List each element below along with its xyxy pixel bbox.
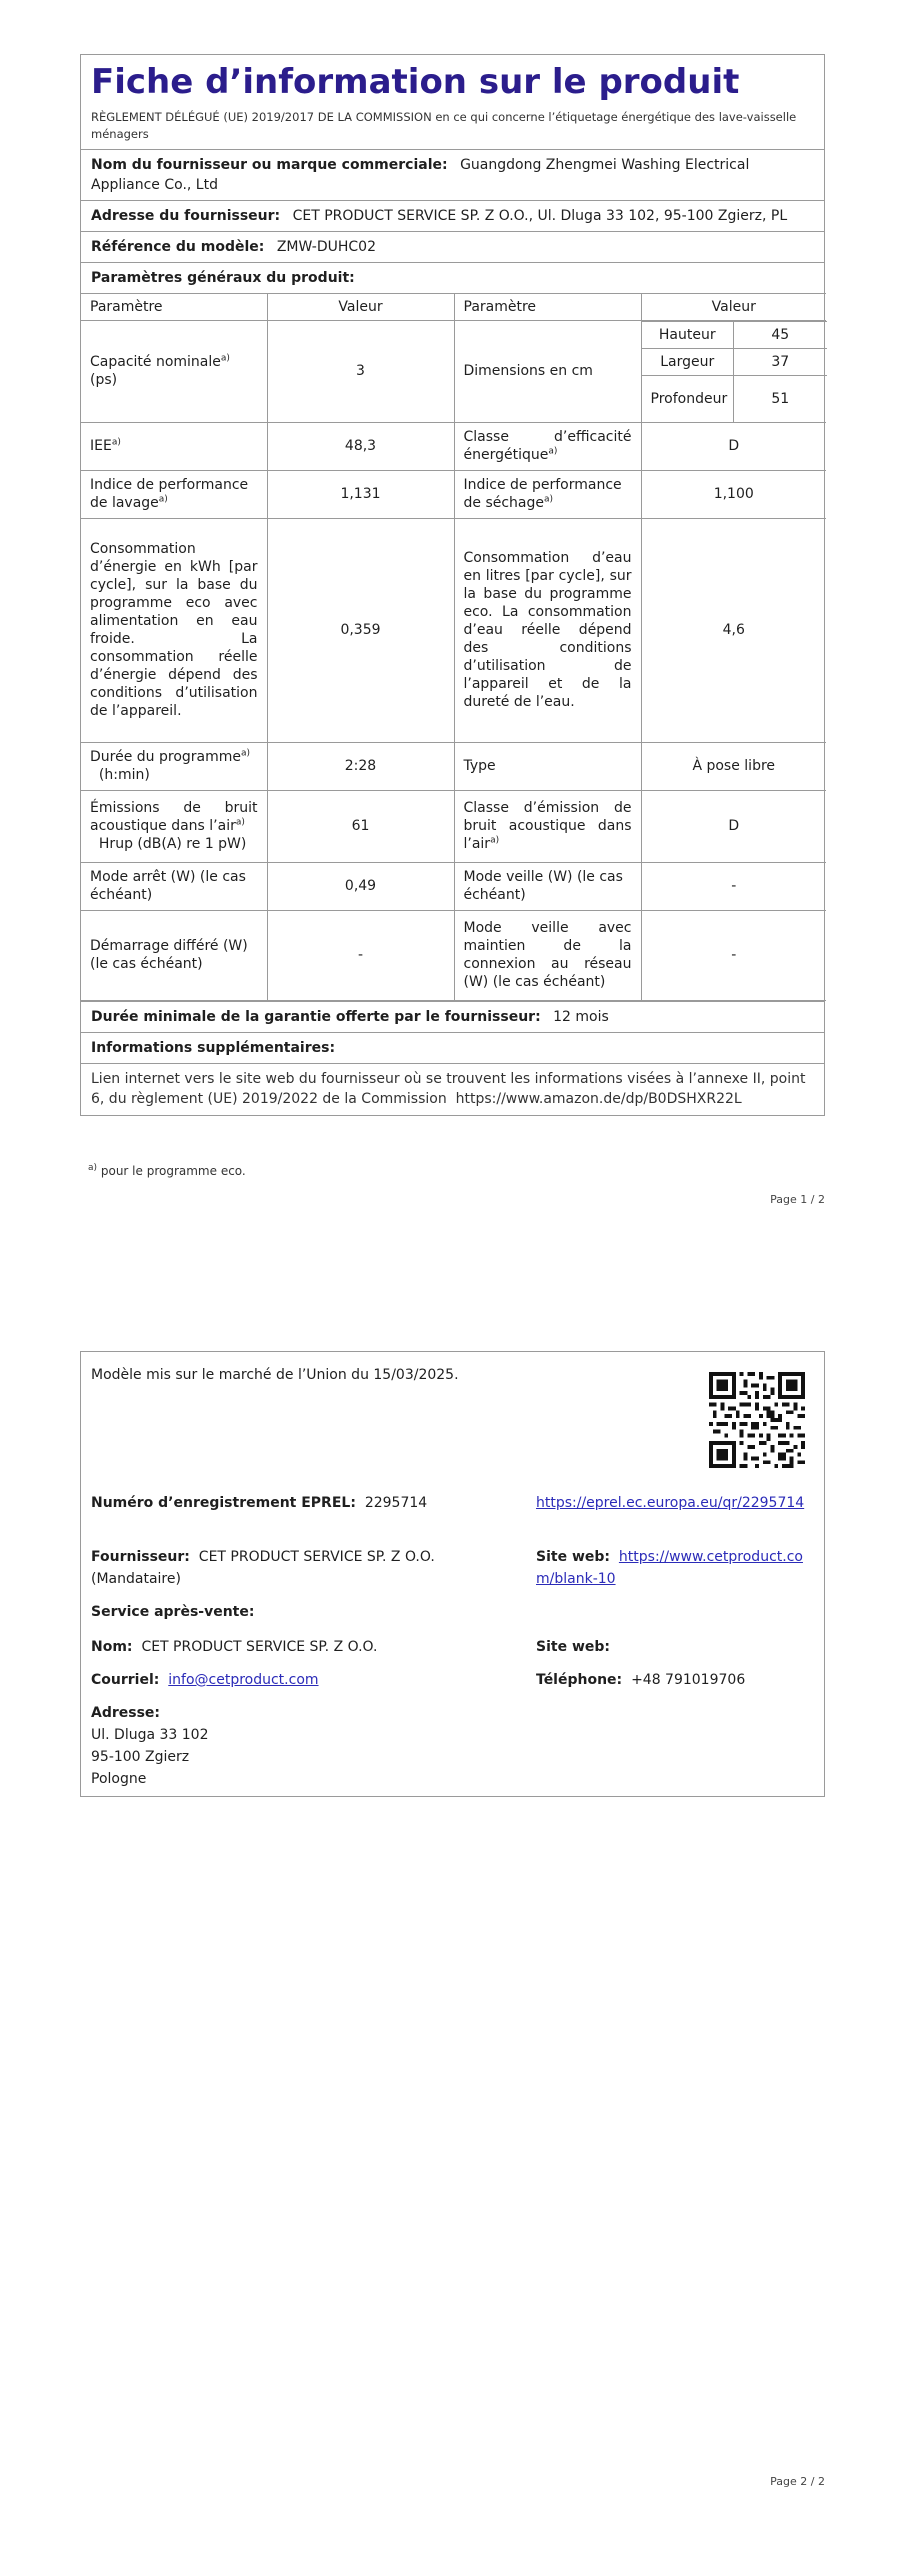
supplier-line — [91, 1546, 521, 1590]
column-header-param: Paramètre — [81, 294, 267, 321]
footnote-mark: a) — [88, 1163, 98, 1173]
column-header-value: Valeur — [641, 294, 826, 321]
off-mode-value: 0,49 — [267, 862, 454, 910]
iee-value: 48,3 — [267, 422, 454, 470]
page-title: Fiche d’information sur le produit — [91, 62, 740, 102]
header — [81, 55, 824, 149]
qr-code-icon — [709, 1372, 805, 1468]
noise-class-label: Classe d’émission de bruit acoustique dans l’air — [463, 800, 632, 852]
aftersales-address — [91, 1702, 208, 1790]
table-row — [81, 321, 826, 423]
model-row — [81, 231, 824, 262]
footnote-mark: a) — [220, 353, 230, 364]
model-value: ZMW-DUHC02 — [276, 239, 376, 255]
height-value: 45 — [734, 322, 827, 349]
eprel-line — [91, 1492, 427, 1514]
iee-label: IEE — [90, 438, 112, 454]
dry-index-cell — [454, 470, 641, 518]
email-line — [91, 1669, 319, 1691]
model-label: Référence du modèle: — [91, 239, 265, 255]
additional-info-label: Informations supplémentaires: — [91, 1039, 336, 1056]
aftersales-name-line — [91, 1636, 377, 1658]
noise-class-cell — [454, 790, 641, 862]
width-label: Largeur — [642, 349, 734, 376]
footnote-mark: a) — [548, 446, 558, 457]
table-row — [81, 422, 826, 470]
water-consumption-label: Consommation d’eau en litres [par cycle], sur la base du programme eco. La consommation d’eau réelle dépend des conditions d’utilisation de l’appareil et de la dureté de l’eau. — [454, 518, 641, 742]
wash-index-label: Indice de performance de lavage — [90, 477, 249, 511]
phone-label: Téléphone: — [536, 1672, 623, 1688]
noise-unit: Hrup (dB(A) re 1 pW) — [98, 836, 247, 852]
aftersales-website-label: Site web: — [536, 1639, 610, 1655]
supplier-value: CET PRODUCT SERVICE SP. Z O.O. (Mandataire) — [91, 1549, 435, 1587]
capacity-label: Capacité nominale — [90, 354, 221, 371]
iee-cell — [81, 422, 267, 470]
delay-start-value: - — [267, 910, 454, 1000]
eprel-value: 2295714 — [364, 1495, 428, 1511]
column-header-param: Paramètre — [454, 294, 641, 321]
noise-class-value: D — [641, 790, 826, 862]
email-link[interactable]: info@cetproduct.com — [168, 1672, 319, 1688]
address-line: 95-100 Zgierz — [91, 1749, 190, 1765]
warranty-label: Durée minimale de la garantie offerte par le fournisseur: — [91, 1008, 541, 1025]
market-date-text: Modèle mis sur le marché de l’Union du 15/03/2025. — [91, 1367, 459, 1383]
supplier-value: Guangdong Zhengmei Washing Electrical Appliance Co., Ltd — [91, 157, 750, 193]
aftersales-heading — [91, 1601, 254, 1623]
table-row — [81, 862, 826, 910]
additional-info-row — [81, 1032, 824, 1063]
regulation-subtitle: RÈGLEMENT DÉLÉGUÉ (UE) 2019/2017 DE LA COMMISSION en ce qui concerne l’étiquetage énergétique des lave-vaisselle ménagers — [91, 110, 797, 141]
supplier-row — [81, 149, 824, 200]
standby-value: - — [641, 862, 826, 910]
dry-index-value: 1,100 — [641, 470, 826, 518]
duration-cell — [81, 742, 267, 790]
address-row — [81, 200, 824, 231]
energy-class-label: Classe d’efficacité énergétique — [463, 429, 632, 463]
water-consumption-value: 4,6 — [641, 518, 826, 742]
table-header-row — [81, 294, 826, 321]
market-info-box — [80, 1351, 825, 1797]
additional-info-url: https://www.amazon.de/dp/B0DSHXR22L — [455, 1090, 742, 1107]
address-line: Pologne — [91, 1771, 147, 1787]
noise-label: Émissions de bruit acoustique dans l’air — [90, 800, 258, 834]
website-label: Site web: — [536, 1549, 610, 1565]
parameters-table — [81, 293, 826, 1001]
eprel-link[interactable]: https://eprel.ec.europa.eu/qr/2295714 — [536, 1495, 805, 1511]
duration-value: 2:28 — [267, 742, 454, 790]
capacity-value: 3 — [267, 321, 454, 423]
height-label: Hauteur — [642, 322, 734, 349]
address-label: Adresse: — [91, 1705, 161, 1721]
website-line — [536, 1546, 806, 1590]
footnote-mark: a) — [158, 494, 168, 505]
wash-index-value: 1,131 — [267, 470, 454, 518]
footnote — [88, 1164, 246, 1178]
footnote-mark: a) — [490, 835, 500, 846]
phone-line — [536, 1669, 745, 1691]
table-row — [81, 470, 826, 518]
type-label: Type — [454, 742, 641, 790]
table-row — [81, 518, 826, 742]
aftersales-website-line — [536, 1636, 610, 1658]
dimensions-label: Dimensions en cm — [454, 321, 641, 423]
type-value: À pose libre — [641, 742, 826, 790]
depth-label: Profondeur — [642, 376, 734, 422]
phone-value: +48 791019706 — [631, 1672, 746, 1688]
energy-consumption-label: Consommation d’énergie en kWh [par cycle], sur la base du programme eco avec alimentation en eau froide. La consommation réelle d’énergie dépend des conditions d’utilisation de l’appareil. — [81, 518, 267, 742]
eprel-link-line — [536, 1492, 806, 1514]
networked-standby-label: Mode veille avec maintien de la connexion au réseau (W) (le cas échéant) — [454, 910, 641, 1000]
table-row — [81, 742, 826, 790]
standby-label: Mode veille (W) (le cas échéant) — [454, 862, 641, 910]
delay-start-label: Démarrage différé (W) (le cas échéant) — [81, 910, 267, 1000]
networked-standby-value: - — [641, 910, 826, 1000]
width-value: 37 — [734, 349, 827, 376]
capacity-cell — [81, 321, 267, 423]
supplier-label: Fournisseur: — [91, 1549, 190, 1565]
product-info-sheet — [80, 54, 825, 1116]
footnote-mark: a) — [235, 817, 245, 828]
page-number: Page 2 / 2 — [770, 2475, 825, 2488]
energy-class-value: D — [641, 422, 826, 470]
table-row — [81, 790, 826, 862]
warranty-value: 12 mois — [553, 1008, 609, 1025]
page-number: Page 1 / 2 — [770, 1193, 825, 1206]
noise-value: 61 — [267, 790, 454, 862]
energy-consumption-value: 0,359 — [267, 518, 454, 742]
eprel-label: Numéro d’enregistrement EPREL: — [91, 1495, 356, 1511]
address-value: CET PRODUCT SERVICE SP. Z O.O., Ul. Dluga 33 102, 95-100 Zgierz, PL — [292, 208, 788, 224]
off-mode-label: Mode arrêt (W) (le cas échéant) — [81, 862, 267, 910]
supplier-label: Nom du fournisseur ou marque commerciale: — [91, 157, 448, 173]
duration-unit: (h:min) — [98, 767, 150, 783]
noise-cell — [81, 790, 267, 862]
warranty-row — [81, 1001, 824, 1032]
dry-index-label: Indice de performance de séchage — [463, 477, 622, 511]
name-label: Nom: — [91, 1639, 133, 1655]
footnote-mark: a) — [241, 748, 251, 759]
dimensions-table — [642, 321, 827, 422]
wash-index-cell — [81, 470, 267, 518]
footnote-text: pour le programme eco. — [100, 1164, 246, 1178]
capacity-unit: (ps) — [90, 372, 118, 389]
aftersales-label: Service après-vente: — [91, 1604, 255, 1620]
website-link[interactable]: https://www.cetproduct.com/blank-10 — [536, 1549, 803, 1587]
column-header-value: Valeur — [267, 294, 454, 321]
general-params-label: Paramètres généraux du produit: — [91, 270, 355, 286]
footnote-mark: a) — [544, 494, 554, 505]
depth-value: 51 — [734, 376, 827, 422]
address-line: Ul. Dluga 33 102 — [91, 1727, 209, 1743]
footnote-mark: a) — [111, 437, 121, 448]
energy-class-cell — [454, 422, 641, 470]
table-row — [81, 910, 826, 1000]
name-value: CET PRODUCT SERVICE SP. Z O.O. — [141, 1639, 378, 1655]
email-label: Courriel: — [91, 1672, 160, 1688]
general-params-row — [81, 262, 824, 293]
additional-info-text-row — [81, 1063, 824, 1115]
duration-label: Durée du programme — [90, 749, 241, 765]
additional-info-text: Lien internet vers le site web du fournisseur où se trouvent les informations visées à l’annexe II, point 6, du règlement (UE) 2019/2022 de la Commission — [91, 1070, 806, 1107]
address-label: Adresse du fournisseur: — [91, 208, 281, 224]
dimensions-cell — [641, 321, 826, 423]
